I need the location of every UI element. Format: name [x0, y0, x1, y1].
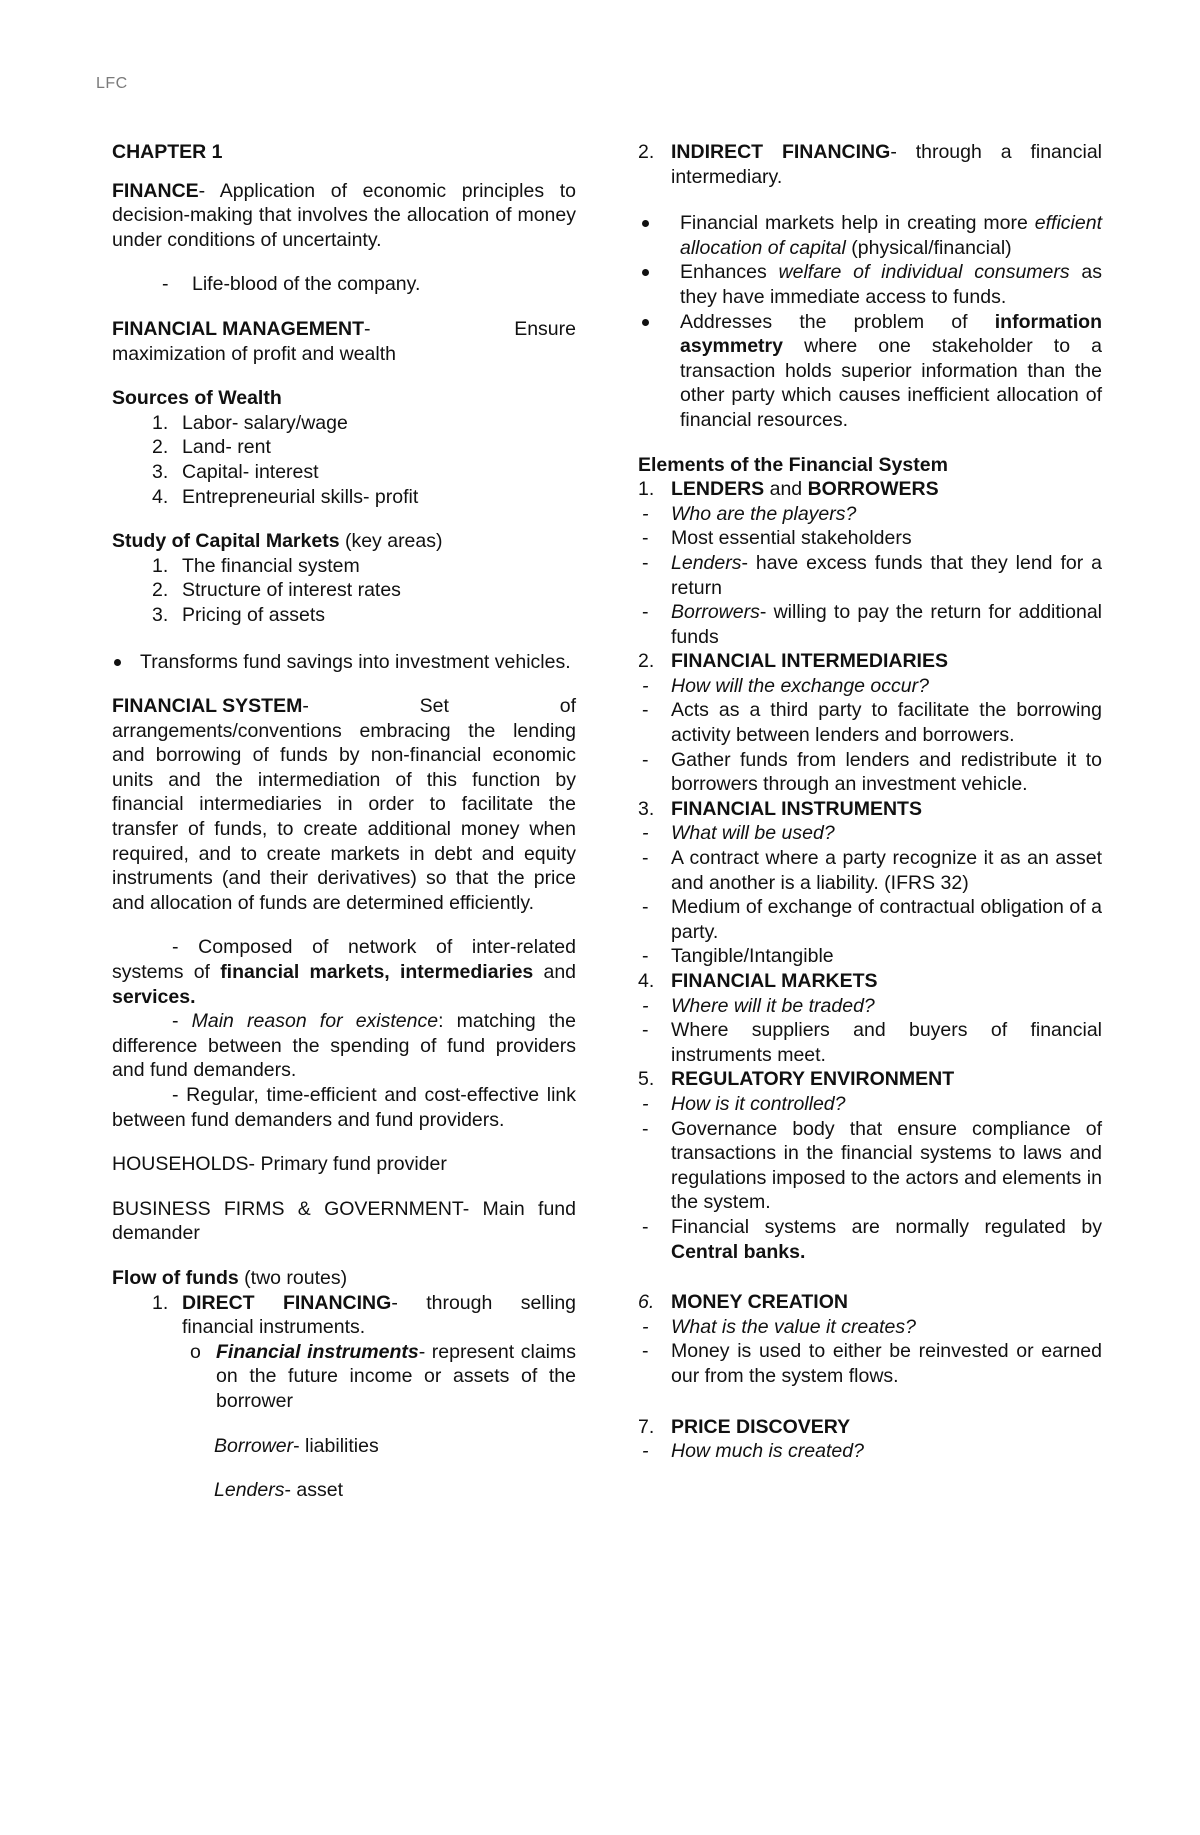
elements-list [638, 477, 1102, 1464]
financial-management-definition [112, 317, 576, 366]
right-column [638, 140, 1102, 1464]
list-item: 1. The financial system [152, 554, 360, 577]
list-item: 2. INDIRECT FINANCING- through a financial intermediary. [638, 141, 1103, 188]
finance-text: - Application of economic principles to decision-making that involves the allocation of money under conditions of uncertainty. [112, 179, 576, 251]
element-item-markets: 4. FINANCIAL MARKETS - Where will it be traded? - Where suppliers and buyers of financial instruments meet. [638, 969, 1102, 1067]
element-item-instruments: 3. FINANCIAL INSTRUMENTS - What will be used? - A contract where a party recognize it as an asset and another is a liability. (IFRS 32) - Medium of exchange of contractual obligation of a party. - Tangible/Intangible [638, 797, 1102, 969]
bullet-icon [114, 659, 121, 666]
sources-list [112, 411, 576, 509]
fin-mgmt-dash: - [364, 317, 371, 340]
element-item-money-creation: 6. MONEY CREATION - What is the value it creates? - Money is used to either be reinvested or earned our from the system flows. [638, 1290, 1102, 1388]
bullet-item: Financial markets help in creating more efficient allocation of capital (physical/financial) [638, 211, 1102, 260]
households-line: HOUSEHOLDS- Primary fund provider [112, 1153, 447, 1176]
elements-heading: Elements of the Financial System [638, 453, 948, 476]
lenders-line: Lenders- asset [214, 1479, 343, 1502]
flow-list [112, 1291, 576, 1414]
finance-term: FINANCE [112, 179, 199, 202]
list-item: 1. DIRECT FINANCING- through selling financial instruments. o Financial instruments- represent claims on the future income or assets of the borrower [152, 1291, 577, 1412]
study-list [112, 554, 576, 628]
list-item: 4. Entrepreneurial skills- profit [152, 485, 419, 508]
list-item: 1. Labor- salary/wage [152, 411, 348, 434]
list-item: 3. Pricing of assets [152, 603, 326, 626]
study-heading: Study of Capital Markets (key areas) [112, 530, 443, 553]
bullet-icon [642, 319, 649, 326]
fin-mgmt-word: Ensure [514, 317, 576, 340]
left-column [112, 140, 576, 1503]
indirect-list [638, 140, 1102, 189]
regular-paragraph: - Regular, time-efficient and cost-effective link between fund demanders and fund providers. [112, 1084, 576, 1131]
transform-bullet: Transforms fund savings into investment vehicles. [112, 650, 576, 675]
flow-heading: Flow of funds (two routes) [112, 1266, 348, 1289]
finance-definition [112, 179, 576, 253]
element-item-lenders-borrowers: 1. LENDERS and BORROWERS - Who are the players? - Most essential stakeholders - Lenders- have excess funds that they lend for a return - Borrowers- willing to pay the return for additional funds [638, 477, 1102, 649]
list-item: 3. Capital- interest [152, 460, 319, 483]
sources-heading: Sources of Wealth [112, 387, 282, 410]
bullet-icon [642, 269, 649, 276]
bullet-icon [642, 220, 649, 227]
list-item: 2. Land- rent [152, 436, 271, 459]
element-item-intermediaries: 2. FINANCIAL INTERMEDIARIES - How will the exchange occur? - Acts as a third party to facilitate the borrowing activity between lenders and borrowers. - Gather funds from lenders and redistribute it to borrowers through an investment vehicle. [638, 649, 1102, 797]
financial-instruments-subitem: o Financial instruments- represent claims on the future income or assets of the borrower [190, 1340, 576, 1412]
bullet-item: Addresses the problem of information asymmetry where one stakeholder to a transaction holds superior information than the other party which causes inefficient allocation of financial resources. [638, 310, 1102, 433]
financial-system-definition: FINANCIAL SYSTEM- Set of arrangements/conventions embracing the lending and borrowing of funds by non-financial economic units and the intermediation of this function by financial intermediaries in order to facilitate the transfer of funds, to create additional money when required, and to create markets in debt and equity instruments (and their derivatives) so that the price and allocation of funds are determined efficiently. [112, 695, 576, 914]
element-item-regulatory: 5. REGULATORY ENVIRONMENT - How is it controlled? - Governance body that ensure compliance of transactions in the financial systems to laws and regulations imposed to the actors and elements in the system. - Financial systems are normally regulated by Central banks. [638, 1067, 1102, 1264]
fin-mgmt-rest: maximization of profit and wealth [112, 342, 396, 365]
fin-mgmt-term: FINANCIAL MANAGEMENT [112, 317, 365, 340]
header-tag: LFC [96, 75, 128, 92]
bullet-item: Enhances welfare of individual consumers as they have immediate access to funds. [638, 260, 1102, 309]
chapter-title: CHAPTER 1 [112, 141, 223, 163]
main-reason-paragraph: - Main reason for existence: matching the difference between the spending of fund providers and fund demanders. [112, 1010, 576, 1082]
element-item-price-discovery: 7. PRICE DISCOVERY - How much is created? [638, 1415, 1102, 1464]
fin-system-text: arrangements/conventions embracing the lending and borrowing of funds by non-financial economic units and the intermediation of this function by financial intermediaries in order to facilitate the transfer of funds, to create additional money when required, and to create markets in debt and equity instruments (and their derivatives) so that the price and allocation of funds are determined efficiently. [112, 719, 576, 914]
finance-note: - Life-blood of the company. [152, 272, 576, 297]
business-line: BUSINESS FIRMS & GOVERNMENT- Main fund demander [112, 1197, 576, 1245]
borrower-line: Borrower- liabilities [214, 1434, 379, 1457]
composed-paragraph: - Composed of network of inter-related systems of financial markets, intermediaries and services. [112, 936, 577, 1008]
list-item: 2. Structure of interest rates [152, 579, 401, 602]
